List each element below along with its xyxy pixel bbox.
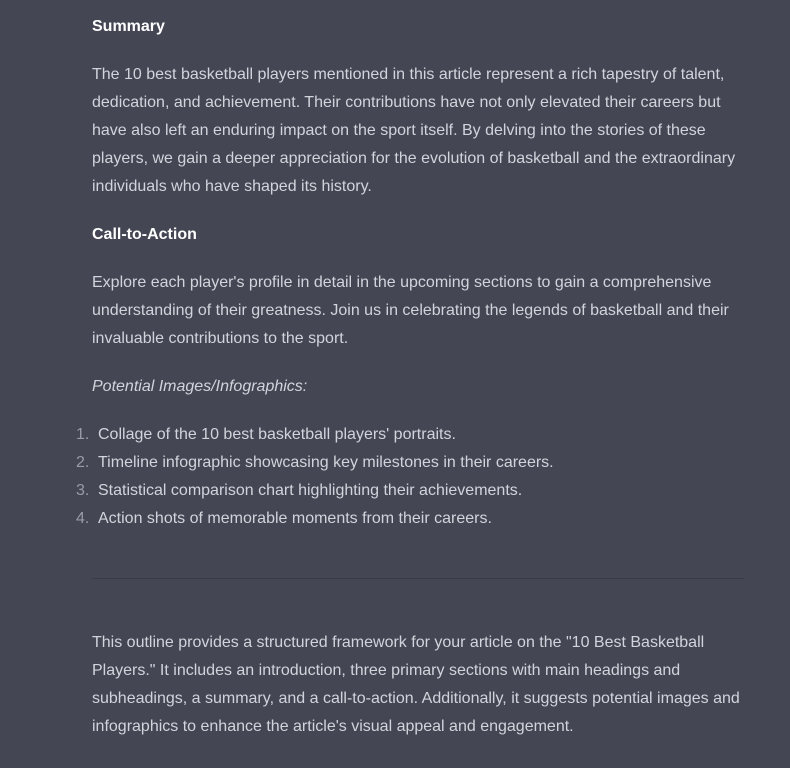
closing-paragraph: This outline provides a structured framework for your article on the "10 Best Basketball Players." It includes an introduction, three primary sections with main headings and subheadings, a summary, and a call-to-action. Additionally, it suggests potential images and infographics to enhance the article's visual appeal and engagement. (92, 634, 740, 735)
list-item-text: Action shots of memorable moments from their careers. (98, 510, 492, 527)
list-item-number: 4. (76, 510, 90, 527)
list-item (76, 477, 744, 505)
list-item-number: 3. (76, 482, 90, 499)
cta-paragraph: Explore each player's profile in detail in the upcoming sections to gain a comprehensive understanding of their greatness. Join us in celebrating the legends of basketball and their invaluable contributions to the sport. (92, 274, 729, 347)
list-item-text: Collage of the 10 best basketball players' portraits. (98, 426, 456, 443)
images-label: Potential Images/Infographics: (92, 378, 308, 395)
divider (92, 578, 744, 579)
list-item (76, 505, 744, 533)
message-content (76, 13, 744, 533)
list-item-text: Statistical comparison chart highlighting their achievements. (98, 482, 523, 499)
list-item (76, 449, 744, 477)
summary-paragraph: The 10 best basketball players mentioned in this article represent a rich tapestry of talent, dedication, and achievement. Their contributions have not only elevated their careers but have also left an enduring impact on the sport itself. By delving into the stories of these players, we gain a deeper appreciation for the evolution of basketball and the extraordinary individuals who have shaped its history. (92, 66, 736, 195)
closing-section (92, 629, 752, 741)
cta-heading: Call-to-Action (92, 226, 197, 243)
list-item (76, 421, 744, 449)
list-item-number: 1. (76, 426, 90, 443)
list-item-number: 2. (76, 454, 90, 471)
images-list (76, 421, 744, 533)
summary-heading: Summary (92, 18, 165, 35)
list-item-text: Timeline infographic showcasing key milestones in their careers. (98, 454, 554, 471)
